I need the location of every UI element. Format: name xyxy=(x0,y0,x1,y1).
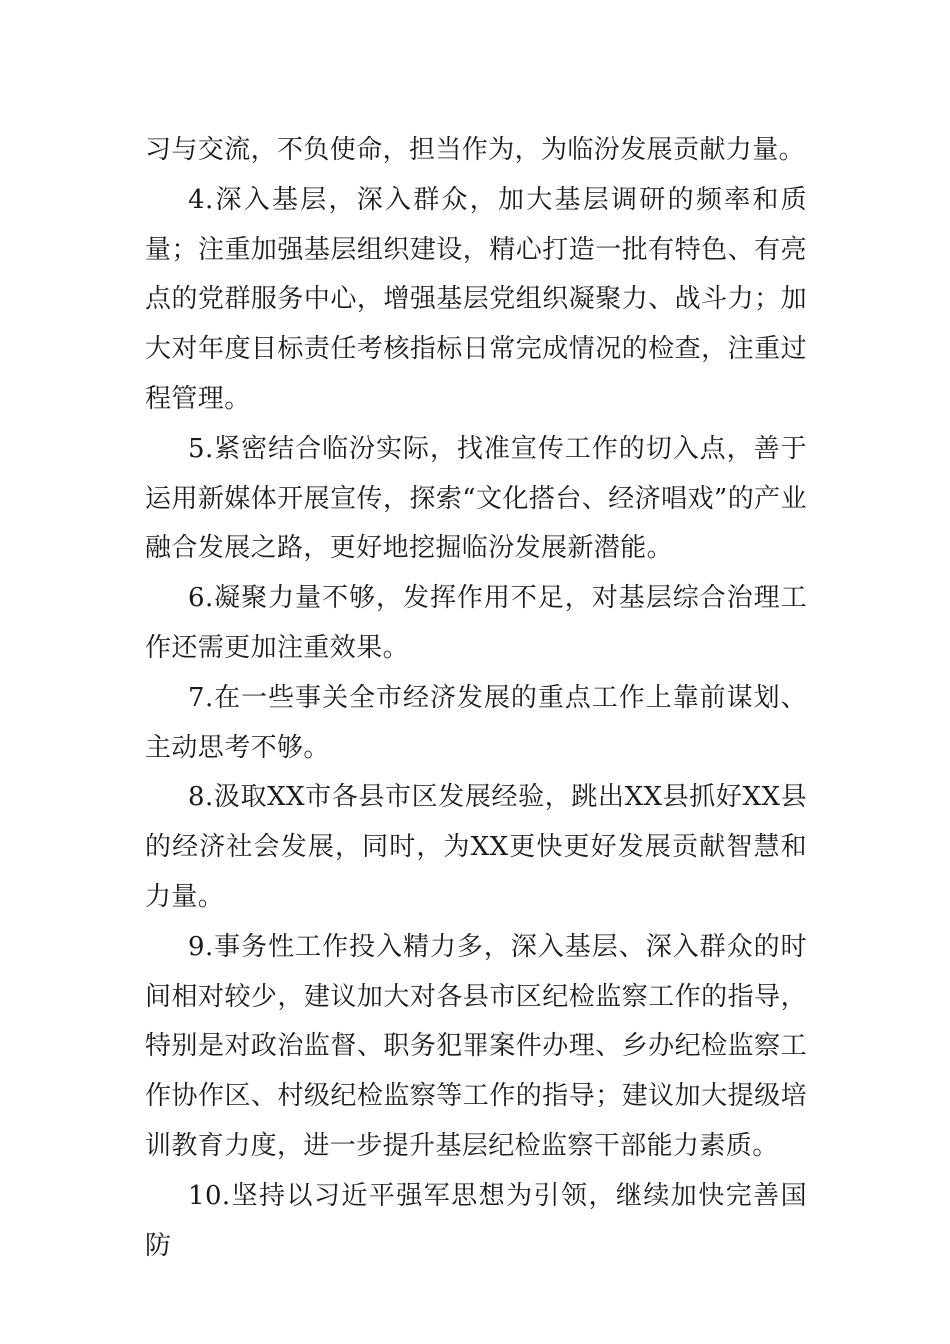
paragraph-item-5: 5.紧密结合临汾实际，找准宣传工作的切入点，善于运用新媒体开展宣传，探索“文化搭台、经济唱戏”的产业融合发展之路，更好地挖掘临汾发展新潜能。 xyxy=(145,433,807,564)
paragraph-item-6: 6.凝聚力量不够，发挥作用不足，对基层综合治理工作还需更加注重效果。 xyxy=(145,583,807,663)
paragraph-item-7: 7.在一些事关全市经济发展的重点工作上靠前谋划、主动思考不够。 xyxy=(145,682,807,763)
paragraph-item-4: 4.深入基层，深入群众，加大基层调研的频率和质量；注重加强基层组织建设，精心打造一批有特色、有亮点的党群服务中心，增强基层党组织凝聚力、战斗力；加大对年度目标责任考核指标日常完成情况的检查，注重过程管理。 xyxy=(145,184,807,414)
paragraph-item-8: 8.汲取XX市各县市区发展经验，跳出XX县抓好XX县的经济社会发展，同时，为XX更快更好发展贡献智慧和力量。 xyxy=(145,782,807,912)
paragraph-item-9: 9.事务性工作投入精力多，深入基层、深入群众的时间相对较少，建议加大对各县市区纪检监察工作的指导，特别是对政治监督、职务犯罪案件办理、乡办纪检监察工作协作区、村级纪检监察等工作的指导；建议加大提级培训教育力度，进一步提升基层纪检监察干部能力素质。 xyxy=(145,931,807,1161)
paragraph-continuation: 习与交流，不负使命，担当作为，为临汾发展贡献力量。 xyxy=(145,135,806,165)
paragraph-item-10: 10.坚持以习近平强军思想为引领，继续加快完善国防 xyxy=(145,1180,807,1261)
document-body xyxy=(145,126,807,1271)
